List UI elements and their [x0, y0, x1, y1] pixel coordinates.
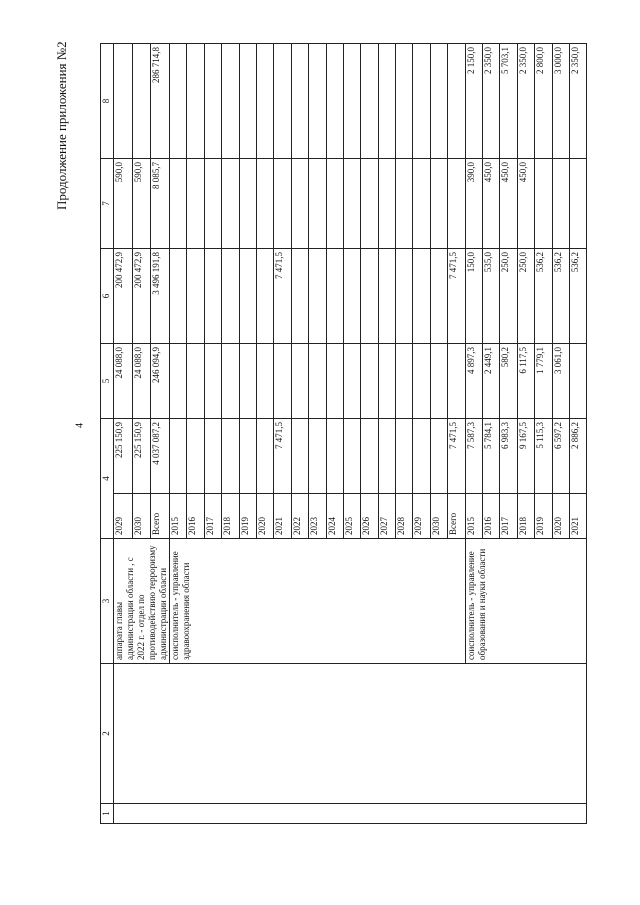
- value-cell-6: [222, 249, 239, 344]
- total-cell: 7 471,5: [274, 419, 291, 494]
- value-cell-6: [170, 249, 187, 344]
- value-cell-6: [291, 249, 308, 344]
- value-cell-8: [326, 44, 343, 159]
- value-cell-5: 6 117,5: [517, 344, 534, 419]
- value-cell-5: [326, 344, 343, 419]
- total-cell: 4 037 087,2: [151, 419, 170, 494]
- value-cell-6: 200 472,9: [132, 249, 151, 344]
- value-cell-6: [204, 249, 221, 344]
- value-cell-6: [256, 249, 273, 344]
- value-cell-7: 590,0: [132, 159, 151, 249]
- value-cell-7: [274, 159, 291, 249]
- header-col-8: 8: [101, 44, 114, 159]
- rotated-table-container: [100, 44, 602, 824]
- value-cell-6: [187, 249, 204, 344]
- value-cell-8: [239, 44, 256, 159]
- value-cell-8: [274, 44, 291, 159]
- value-cell-6: 250,0: [517, 249, 534, 344]
- value-cell-7: 590,0: [114, 159, 133, 249]
- year-cell: 2024: [326, 494, 343, 539]
- value-cell-8: [430, 44, 447, 159]
- total-cell: [378, 419, 395, 494]
- col2-cell: [114, 664, 587, 804]
- value-cell-8: [132, 44, 151, 159]
- value-cell-8: 2 150,0: [465, 44, 482, 159]
- value-cell-5: 3 061,0: [552, 344, 569, 419]
- value-cell-8: [170, 44, 187, 159]
- value-cell-7: [430, 159, 447, 249]
- value-cell-8: [256, 44, 273, 159]
- value-cell-7: 450,0: [500, 159, 517, 249]
- value-cell-5: [222, 344, 239, 419]
- value-cell-5: [361, 344, 378, 419]
- value-cell-8: [361, 44, 378, 159]
- executor-cell: соисполнитель - управление здравоохранения области: [170, 539, 466, 664]
- total-cell: [256, 419, 273, 494]
- year-cell: 2015: [170, 494, 187, 539]
- value-cell-5: [309, 344, 326, 419]
- value-cell-7: [222, 159, 239, 249]
- year-cell: Всего: [151, 494, 170, 539]
- value-cell-7: [552, 159, 569, 249]
- year-cell: 2030: [430, 494, 447, 539]
- page-caption: Продолжение приложения №2: [54, 41, 69, 210]
- value-cell-7: [256, 159, 273, 249]
- value-cell-7: [535, 159, 552, 249]
- value-cell-7: [239, 159, 256, 249]
- total-cell: 5 784,1: [483, 419, 500, 494]
- value-cell-8: 5 703,1: [500, 44, 517, 159]
- value-cell-8: 2 800,0: [535, 44, 552, 159]
- value-cell-8: 3 000,0: [552, 44, 569, 159]
- total-cell: [204, 419, 221, 494]
- value-cell-5: [170, 344, 187, 419]
- value-cell-7: 390,0: [465, 159, 482, 249]
- header-col-1: 1: [101, 804, 114, 824]
- value-cell-7: [343, 159, 360, 249]
- year-cell: 2030: [132, 494, 151, 539]
- year-cell: 2023: [309, 494, 326, 539]
- value-cell-5: [256, 344, 273, 419]
- total-cell: [222, 419, 239, 494]
- header-col-3: 3: [101, 539, 114, 664]
- value-cell-7: [291, 159, 308, 249]
- value-cell-5: [413, 344, 430, 419]
- value-cell-7: [378, 159, 395, 249]
- year-cell: 2022: [291, 494, 308, 539]
- year-cell: 2017: [500, 494, 517, 539]
- year-cell: 2026: [361, 494, 378, 539]
- value-cell-5: [187, 344, 204, 419]
- value-cell-7: 450,0: [517, 159, 534, 249]
- year-cell: 2018: [222, 494, 239, 539]
- year-cell: 2018: [517, 494, 534, 539]
- value-cell-8: [396, 44, 413, 159]
- year-cell: 2019: [239, 494, 256, 539]
- header-col-5: 5: [101, 344, 114, 419]
- value-cell-5: [274, 344, 291, 419]
- value-cell-7: [326, 159, 343, 249]
- value-cell-6: 7 471,5: [274, 249, 291, 344]
- value-cell-5: [204, 344, 221, 419]
- total-cell: [291, 419, 308, 494]
- total-cell: 6 983,3: [500, 419, 517, 494]
- header-col-4: 4: [101, 419, 114, 539]
- value-cell-8: 2 350,0: [483, 44, 500, 159]
- year-cell: 2029: [413, 494, 430, 539]
- value-cell-6: [309, 249, 326, 344]
- value-cell-7: [170, 159, 187, 249]
- value-cell-5: 580,2: [500, 344, 517, 419]
- value-cell-8: [343, 44, 360, 159]
- header-col-7: 7: [101, 159, 114, 249]
- value-cell-6: 536,2: [569, 249, 586, 344]
- value-cell-7: 450,0: [483, 159, 500, 249]
- year-cell: 2025: [343, 494, 360, 539]
- total-cell: [430, 419, 447, 494]
- year-cell: 2028: [396, 494, 413, 539]
- value-cell-6: [239, 249, 256, 344]
- value-cell-6: 536,2: [535, 249, 552, 344]
- value-cell-5: [396, 344, 413, 419]
- value-cell-6: 200 472,9: [114, 249, 133, 344]
- year-cell: 2020: [552, 494, 569, 539]
- value-cell-8: 2 350,0: [517, 44, 534, 159]
- value-cell-7: [309, 159, 326, 249]
- value-cell-5: 4 897,3: [465, 344, 482, 419]
- year-cell: 2015: [465, 494, 482, 539]
- value-cell-7: [361, 159, 378, 249]
- value-cell-5: [448, 344, 465, 419]
- year-cell: 2016: [483, 494, 500, 539]
- total-cell: [309, 419, 326, 494]
- year-cell: 2019: [535, 494, 552, 539]
- year-cell: Всего: [448, 494, 465, 539]
- total-cell: [396, 419, 413, 494]
- col1-cell: [114, 804, 587, 824]
- year-cell: 2016: [187, 494, 204, 539]
- value-cell-8: [378, 44, 395, 159]
- value-cell-6: 3 496 191,8: [151, 249, 170, 344]
- value-cell-7: [204, 159, 221, 249]
- value-cell-6: [343, 249, 360, 344]
- value-cell-7: [396, 159, 413, 249]
- value-cell-8: [413, 44, 430, 159]
- total-cell: [187, 419, 204, 494]
- value-cell-5: [343, 344, 360, 419]
- year-cell: 2021: [274, 494, 291, 539]
- value-cell-8: [204, 44, 221, 159]
- value-cell-8: [114, 44, 133, 159]
- value-cell-5: 2 449,1: [483, 344, 500, 419]
- year-cell: 2027: [378, 494, 395, 539]
- total-cell: 225 150,9: [132, 419, 151, 494]
- budget-table: [100, 43, 587, 824]
- total-cell: 5 115,3: [535, 419, 552, 494]
- value-cell-6: [413, 249, 430, 344]
- table-row: [114, 44, 133, 824]
- value-cell-8: [309, 44, 326, 159]
- value-cell-7: [187, 159, 204, 249]
- value-cell-7: [569, 159, 586, 249]
- year-cell: 2017: [204, 494, 221, 539]
- total-cell: 7 471,5: [448, 419, 465, 494]
- value-cell-8: 2 350,0: [569, 44, 586, 159]
- total-cell: [361, 419, 378, 494]
- header-row: [101, 44, 114, 824]
- value-cell-6: 250,0: [500, 249, 517, 344]
- value-cell-8: [222, 44, 239, 159]
- executor-cell: соисполнитель - управление образования и науки области: [465, 539, 587, 664]
- total-cell: 6 597,2: [552, 419, 569, 494]
- total-cell: [326, 419, 343, 494]
- total-cell: 7 587,3: [465, 419, 482, 494]
- value-cell-5: 24 088,0: [114, 344, 133, 419]
- value-cell-7: 8 085,7: [151, 159, 170, 249]
- value-cell-6: 150,0: [465, 249, 482, 344]
- year-cell: 2020: [256, 494, 273, 539]
- value-cell-6: [396, 249, 413, 344]
- total-cell: 225 150,9: [114, 419, 133, 494]
- total-cell: [413, 419, 430, 494]
- value-cell-5: [430, 344, 447, 419]
- value-cell-6: [326, 249, 343, 344]
- value-cell-7: [413, 159, 430, 249]
- total-cell: [170, 419, 187, 494]
- value-cell-6: 7 471,5: [448, 249, 465, 344]
- value-cell-8: 286 714,8: [151, 44, 170, 159]
- value-cell-6: 535,0: [483, 249, 500, 344]
- value-cell-5: [378, 344, 395, 419]
- page-number: 4: [74, 423, 86, 428]
- total-cell: 9 167,5: [517, 419, 534, 494]
- total-cell: [239, 419, 256, 494]
- header-col-2: 2: [101, 664, 114, 804]
- value-cell-8: [448, 44, 465, 159]
- value-cell-5: 1 779,1: [535, 344, 552, 419]
- executor-cell: аппарата главы администрации области , с 2022 г. - отдел по противодействию терроризму администрации области: [114, 539, 170, 664]
- value-cell-5: 246 094,9: [151, 344, 170, 419]
- year-cell: 2029: [114, 494, 133, 539]
- value-cell-6: [361, 249, 378, 344]
- year-cell: 2021: [569, 494, 586, 539]
- value-cell-8: [291, 44, 308, 159]
- value-cell-5: [569, 344, 586, 419]
- header-col-6: 6: [101, 249, 114, 344]
- total-cell: 2 886,2: [569, 419, 586, 494]
- value-cell-5: 24 088,0: [132, 344, 151, 419]
- value-cell-7: [448, 159, 465, 249]
- total-cell: [343, 419, 360, 494]
- value-cell-5: [239, 344, 256, 419]
- value-cell-6: [378, 249, 395, 344]
- value-cell-6: 536,2: [552, 249, 569, 344]
- value-cell-5: [291, 344, 308, 419]
- value-cell-6: [430, 249, 447, 344]
- value-cell-8: [187, 44, 204, 159]
